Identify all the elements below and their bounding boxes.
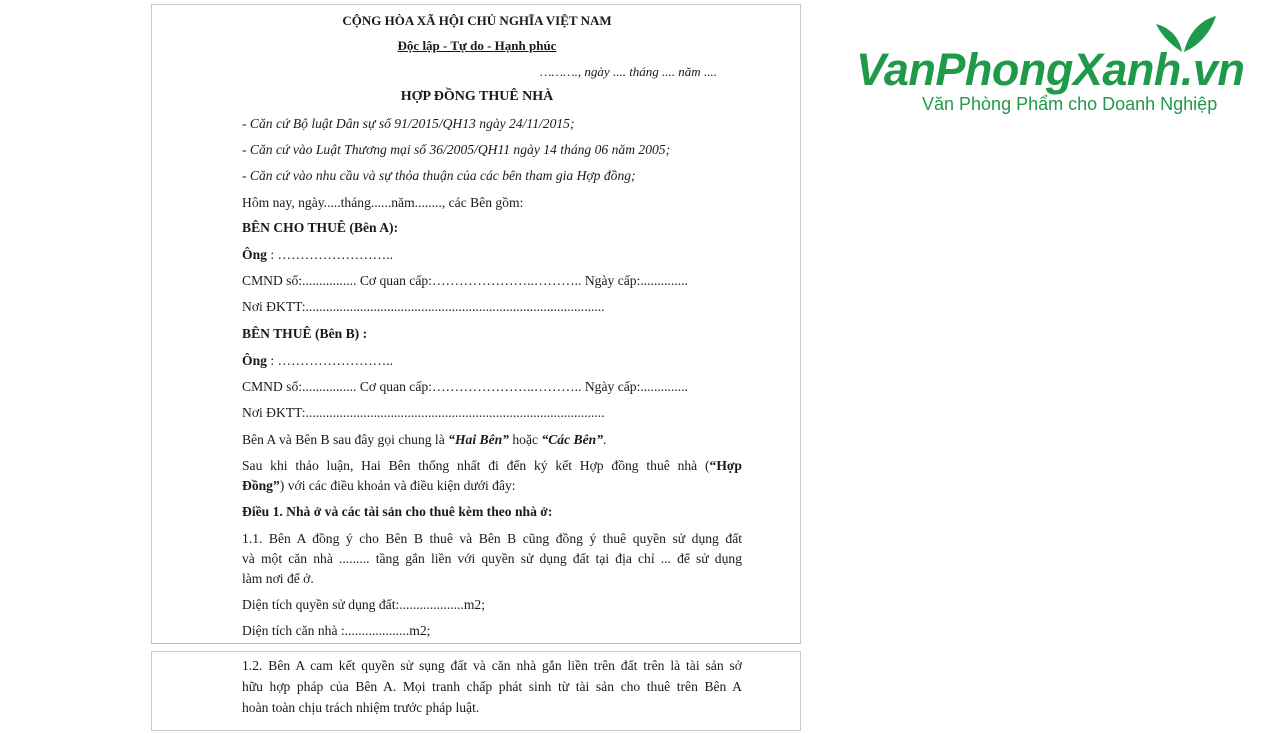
clause-1-2-line-1: 1.2. Bên A cam kết quyền sử sụng đất và căn nhà gắn liền trên đất trên là tài sản sở <box>242 658 742 673</box>
party-b-address: Nơi ĐKTT:........................................................................................ <box>242 405 605 420</box>
brand-name: VanPhongXanh.vn <box>856 44 1245 95</box>
motto: Độc lập - Tự do - Hạnh phúc <box>397 38 557 53</box>
party-a-name: Ông : …………………….. <box>242 247 394 262</box>
brand-tagline: Văn Phòng Phẩm cho Doanh Nghiệp <box>922 94 1218 114</box>
clause-1-1-line-3: làm nơi để ở. <box>242 571 314 586</box>
party-a-heading: BÊN CHO THUÊ (Bên A): <box>242 220 399 235</box>
document-page <box>151 4 801 644</box>
today-line: Hôm nay, ngày.....tháng......năm........, các Bên gồm: <box>242 195 524 210</box>
article-1-heading: Điều 1. Nhà ở và các tài sản cho thuê kèm theo nhà ở: <box>242 504 553 519</box>
land-area: Diện tích quyền sử dụng đất:...................m2; <box>242 597 485 612</box>
agreement-line-2: Đồng”) với các điều khoản và điều kiện dưới đây: <box>242 478 516 493</box>
party-a-address: Nơi ĐKTT:........................................................................................ <box>242 299 605 314</box>
document-page-2 <box>151 651 801 731</box>
document-title: HỢP ĐỒNG THUÊ NHÀ <box>400 89 554 104</box>
collective-term: Bên A và Bên B sau đây gọi chung là “Hai Bên” hoặc “Các Bên”. <box>242 432 607 447</box>
house-area: Diện tích căn nhà :...................m2; <box>242 623 431 638</box>
agreement-line-1: Sau khi thảo luận, Hai Bên thống nhất đi đến ký kết Hợp đồng thuê nhà (“Hợp <box>242 458 742 473</box>
party-a-id: CMND số:................ Cơ quan cấp:…………………..……….. Ngày cấp:.............. <box>242 273 688 288</box>
brand-logo <box>856 14 1266 124</box>
clause-1-1-line-1: 1.1. Bên A đồng ý cho Bên B thuê và Bên B cũng đồng ý thuê quyền sử dụng đất <box>242 531 742 546</box>
date-line: ………., ngày .... tháng .... năm .... <box>540 64 717 79</box>
clause-1-2-line-3: hoàn toàn chịu trách nhiệm trước pháp luật. <box>242 700 480 715</box>
nation-header: CỘNG HÒA XÃ HỘI CHỦ NGHĨA VIỆT NAM <box>342 13 612 28</box>
clause-1-2-line-2: hữu hợp pháp của Bên A. Mọi tranh chấp phát sinh từ tài sản cho thuê trên Bên A <box>242 679 742 694</box>
party-b-name: Ông : …………………….. <box>242 353 394 368</box>
clause-1-1-line-2: và một căn nhà ......... tầng gắn liền với quyền sử dụng đất tại địa chỉ ... để sử dụng <box>242 551 742 566</box>
party-b-heading: BÊN THUÊ (Bên B) : <box>242 326 368 341</box>
legal-basis-2: - Căn cứ vào Luật Thương mại số 36/2005/QH11 ngày 14 tháng 06 năm 2005; <box>242 142 671 157</box>
legal-basis-1: - Căn cứ Bộ luật Dân sự số 91/2015/QH13 ngày 24/11/2015; <box>242 116 575 131</box>
legal-basis-3: - Căn cứ vào nhu cầu và sự thỏa thuận của các bên tham gia Hợp đồng; <box>242 168 636 183</box>
party-b-id: CMND số:................ Cơ quan cấp:…………………..……….. Ngày cấp:.............. <box>242 379 688 394</box>
